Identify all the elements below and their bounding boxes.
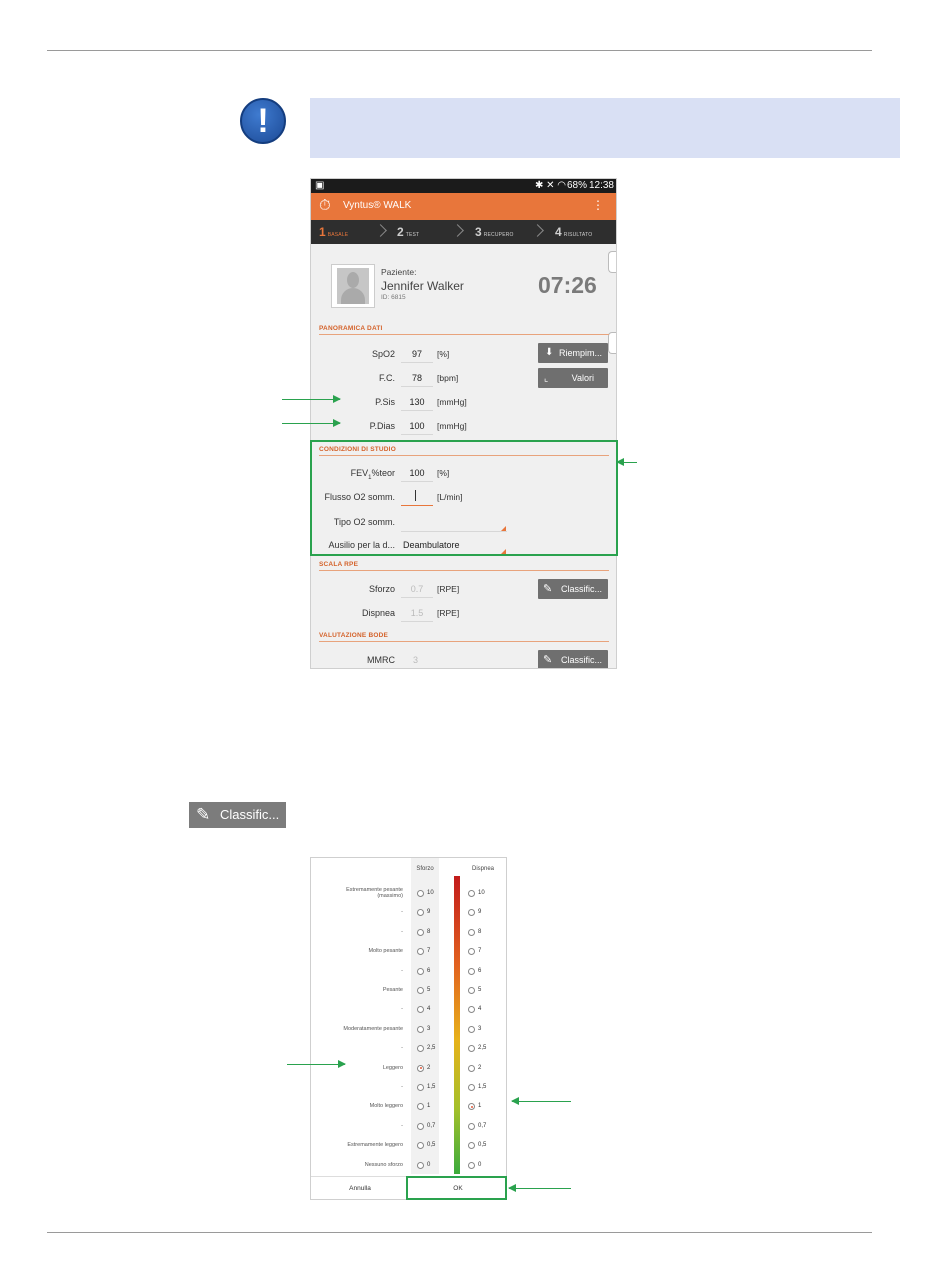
scale-label: -	[401, 1045, 403, 1052]
dispnea-radio-value: 5	[478, 987, 482, 993]
pencil-icon: ✎	[543, 654, 553, 666]
chevron-right-icon	[374, 224, 387, 237]
dispnea-radio[interactable]	[468, 1065, 475, 1072]
row-unit: [%]	[437, 349, 450, 359]
patient-label: Paziente:	[381, 267, 417, 277]
avatar	[331, 264, 375, 308]
dispnea-radio-value: 6	[478, 967, 482, 974]
sforzo-radio[interactable]	[417, 987, 424, 994]
battery-percent: 68%	[566, 180, 587, 191]
dispnea-radio[interactable]	[468, 1142, 475, 1149]
sforzo-radio-value: 10	[427, 890, 434, 896]
scale-label: -	[401, 909, 403, 916]
sforzo-radio-value: 2,5	[427, 1045, 436, 1052]
arrow-left-icon	[617, 462, 637, 463]
ausilio-select[interactable]: Deambulatore	[403, 540, 460, 550]
mmrc-label: MMRC	[367, 655, 395, 665]
sforzo-value: 0.7	[410, 584, 424, 594]
notification-icon: ▣	[315, 180, 325, 191]
section-bode: VALUTAZIONE BODE	[319, 632, 609, 642]
values-button-label: Valori	[571, 373, 594, 383]
dispnea-radio-value: 2,5	[478, 1045, 487, 1052]
note-box	[310, 98, 900, 158]
ausilio-label: Ausilio per la d...	[328, 540, 395, 550]
chart-icon: ⌞	[544, 373, 549, 383]
sforzo-radio-value: 0	[427, 1161, 431, 1168]
scale-label: Nessuno sforzo	[364, 1161, 403, 1168]
arrow-left-icon	[509, 1188, 571, 1189]
signal-icons: ✱ ✕ ◠	[534, 180, 566, 191]
dispnea-radio[interactable]	[468, 987, 475, 994]
dispnea-radio-value: 0,7	[478, 1122, 487, 1129]
arrow-right-icon	[287, 1064, 345, 1065]
app-logo-icon: ⏱	[319, 197, 331, 214]
side-handle[interactable]	[608, 251, 616, 273]
classific-button[interactable]	[189, 802, 286, 828]
row-unit: [mmHg]	[437, 397, 467, 407]
sforzo-radio[interactable]	[417, 929, 424, 936]
chevron-right-icon	[451, 224, 464, 237]
dispnea-radio-value: 7	[478, 948, 482, 955]
step-test[interactable]: 2 TEST	[397, 225, 420, 239]
dispnea-radio[interactable]	[468, 1006, 475, 1013]
dispnea-radio[interactable]	[468, 1162, 475, 1169]
sforzo-label: Sforzo	[368, 584, 395, 594]
section-rpe: SCALA RPE	[319, 561, 609, 571]
dispnea-radio-value: 10	[478, 890, 485, 896]
value-underline	[401, 597, 433, 598]
step-risultato[interactable]: 4 RISULTATO	[555, 225, 593, 239]
scale-label: Moderatamente pesante	[343, 1025, 403, 1032]
sforzo-radio[interactable]	[417, 890, 424, 897]
sforzo-radio-value: 7	[427, 948, 431, 955]
sforzo-radio[interactable]	[417, 1084, 424, 1091]
sforzo-radio-value: 2	[427, 1064, 431, 1071]
rpe-classific-button[interactable]	[538, 579, 608, 599]
dispnea-radio[interactable]	[468, 1026, 475, 1033]
row-label: P.Dias	[369, 421, 395, 431]
dispnea-radio-value: 0,5	[478, 1142, 487, 1149]
dispnea-radio[interactable]	[468, 1123, 475, 1130]
pencil-icon: ✎	[196, 805, 211, 824]
row-value[interactable]: 130	[409, 397, 425, 407]
dispnea-radio-value: 9	[478, 909, 482, 916]
flusso-label: Flusso O2 somm.	[324, 492, 395, 502]
step-recupero[interactable]: 3 RECUPERO	[475, 225, 514, 239]
sforzo-radio[interactable]	[417, 968, 424, 975]
dispnea-radio[interactable]	[468, 929, 475, 936]
sforzo-radio[interactable]	[417, 1026, 424, 1033]
dispnea-radio[interactable]	[468, 909, 475, 916]
row-label: SpO2	[371, 349, 395, 359]
pencil-icon: ✎	[543, 583, 553, 595]
sforzo-radio[interactable]	[417, 1162, 424, 1169]
dispnea-radio-value: 4	[478, 1006, 482, 1013]
row-value[interactable]: 78	[411, 373, 422, 383]
bottom-rule	[47, 1232, 872, 1233]
row-unit: [bpm]	[437, 373, 459, 383]
status-bar	[311, 179, 616, 193]
bode-classific-label: Classific...	[560, 655, 602, 665]
scale-label: -	[401, 1084, 403, 1090]
dispnea-radio[interactable]	[468, 1045, 475, 1052]
ok-button[interactable]: OK	[453, 1185, 463, 1192]
dispnea-radio-value: 2	[478, 1064, 482, 1071]
download-icon: ⬇	[545, 347, 554, 358]
value-underline	[401, 621, 433, 622]
sforzo-radio-value: 0,5	[427, 1142, 436, 1149]
dispnea-radio-value: 3	[478, 1025, 482, 1032]
sforzo-radio-value: 5	[427, 987, 431, 993]
dispnea-radio-value: 8	[478, 928, 482, 935]
sforzo-unit: [RPE]	[437, 584, 460, 594]
rpe-classific-label: Classific...	[560, 584, 602, 594]
clock: 12:38	[588, 180, 614, 191]
row-value[interactable]: 100	[409, 421, 425, 431]
value-underline	[401, 410, 433, 411]
scale-label: -	[401, 1122, 403, 1129]
app-bar	[311, 193, 616, 220]
app-title: Vyntus® WALK	[343, 200, 412, 211]
dispnea-radio[interactable]	[468, 1084, 475, 1091]
sforzo-radio-value: 8	[427, 928, 431, 935]
scale-label: Estremamente leggero	[347, 1142, 403, 1149]
scale-label: Leggero	[382, 1064, 403, 1071]
highlight-condizioni	[310, 440, 618, 556]
dispnea-radio-value: 0	[478, 1161, 482, 1168]
scale-label: -	[401, 928, 403, 935]
scale-label: -	[401, 967, 403, 974]
fev-value[interactable]: 100	[409, 468, 425, 478]
fev-label: $FEV_1\%teor$	[350, 468, 395, 481]
row-label: F.C.	[378, 373, 395, 383]
sforzo-radio-value: 9	[427, 909, 431, 916]
col-sforzo: Sforzo	[416, 866, 434, 872]
intensity-gradient-bar	[454, 876, 460, 1174]
dispnea-radio-value: 1	[478, 1103, 482, 1110]
sforzo-radio-value: 4	[427, 1006, 431, 1013]
value-underline	[401, 434, 433, 435]
scale-label: Pesante	[382, 987, 403, 993]
dispnea-radio[interactable]	[468, 890, 475, 897]
dispnea-radio[interactable]	[468, 948, 475, 955]
timer: 07:26	[538, 272, 597, 298]
scale-label: Molto leggero	[369, 1103, 403, 1110]
dispnea-radio-value: 1,5	[478, 1084, 487, 1090]
row-unit: [mmHg]	[437, 421, 467, 431]
step-basale[interactable]: 1 BASALE	[319, 225, 349, 239]
sforzo-radio-value: 1	[427, 1103, 431, 1110]
fev-unit: [%]	[437, 468, 450, 478]
row-label: P.Sis	[375, 397, 395, 407]
values-button[interactable]	[538, 368, 608, 388]
col-dispnea: Dispnea	[471, 866, 494, 872]
tipo-label: Tipo O2 somm.	[333, 517, 395, 527]
patient-id: ID: 6815	[381, 294, 406, 301]
dispnea-radio[interactable]	[468, 1103, 475, 1110]
classific-button-label: Classific...	[220, 807, 280, 822]
patient-name: Jennifer Walker	[381, 279, 464, 293]
scale-label: Estremamente pesante (massimo)	[346, 887, 403, 899]
rpe-dialog	[310, 857, 507, 1200]
dispnea-radio[interactable]	[468, 968, 475, 975]
top-rule	[47, 50, 872, 51]
phone-screen	[310, 178, 617, 669]
sforzo-radio-value: 1,5	[427, 1084, 436, 1090]
fill-button[interactable]	[538, 343, 608, 363]
overflow-menu-icon[interactable]: ⋮	[592, 198, 604, 212]
side-handle[interactable]	[608, 332, 616, 354]
dispnea-label: Dispnea	[361, 608, 395, 618]
mmrc-value: 3	[413, 655, 419, 665]
sforzo-radio-value: 0,7	[427, 1122, 436, 1129]
highlight-ok	[406, 1176, 507, 1200]
value-underline	[401, 386, 433, 387]
chevron-right-icon	[531, 224, 544, 237]
arrow-right-icon	[282, 399, 340, 400]
sforzo-radio-value: 6	[427, 967, 431, 974]
row-value[interactable]: 97	[411, 349, 422, 359]
sforzo-radio[interactable]	[417, 1123, 424, 1130]
dispnea-unit: [RPE]	[437, 608, 460, 618]
exclamation-icon: !	[240, 98, 286, 144]
sforzo-radio[interactable]	[417, 1065, 424, 1072]
arrow-right-icon	[282, 423, 340, 424]
step-bar	[311, 220, 616, 244]
value-underline	[401, 362, 433, 363]
flusso-unit: [L/min]	[437, 492, 463, 502]
section-condizioni: CONDIZIONI DI STUDIO	[319, 446, 609, 456]
arrow-left-icon	[512, 1101, 571, 1102]
dispnea-value: 1.5	[410, 608, 424, 618]
cancel-button[interactable]: Annulla	[349, 1185, 371, 1192]
bode-classific-button[interactable]	[538, 650, 608, 669]
scale-label: -	[401, 1006, 403, 1013]
sforzo-radio-value: 3	[427, 1025, 431, 1032]
scale-label: Molto pesante	[368, 948, 403, 955]
fill-button-label: Riempim...	[558, 348, 602, 358]
section-panoramica: PANORAMICA DATI	[319, 325, 609, 335]
